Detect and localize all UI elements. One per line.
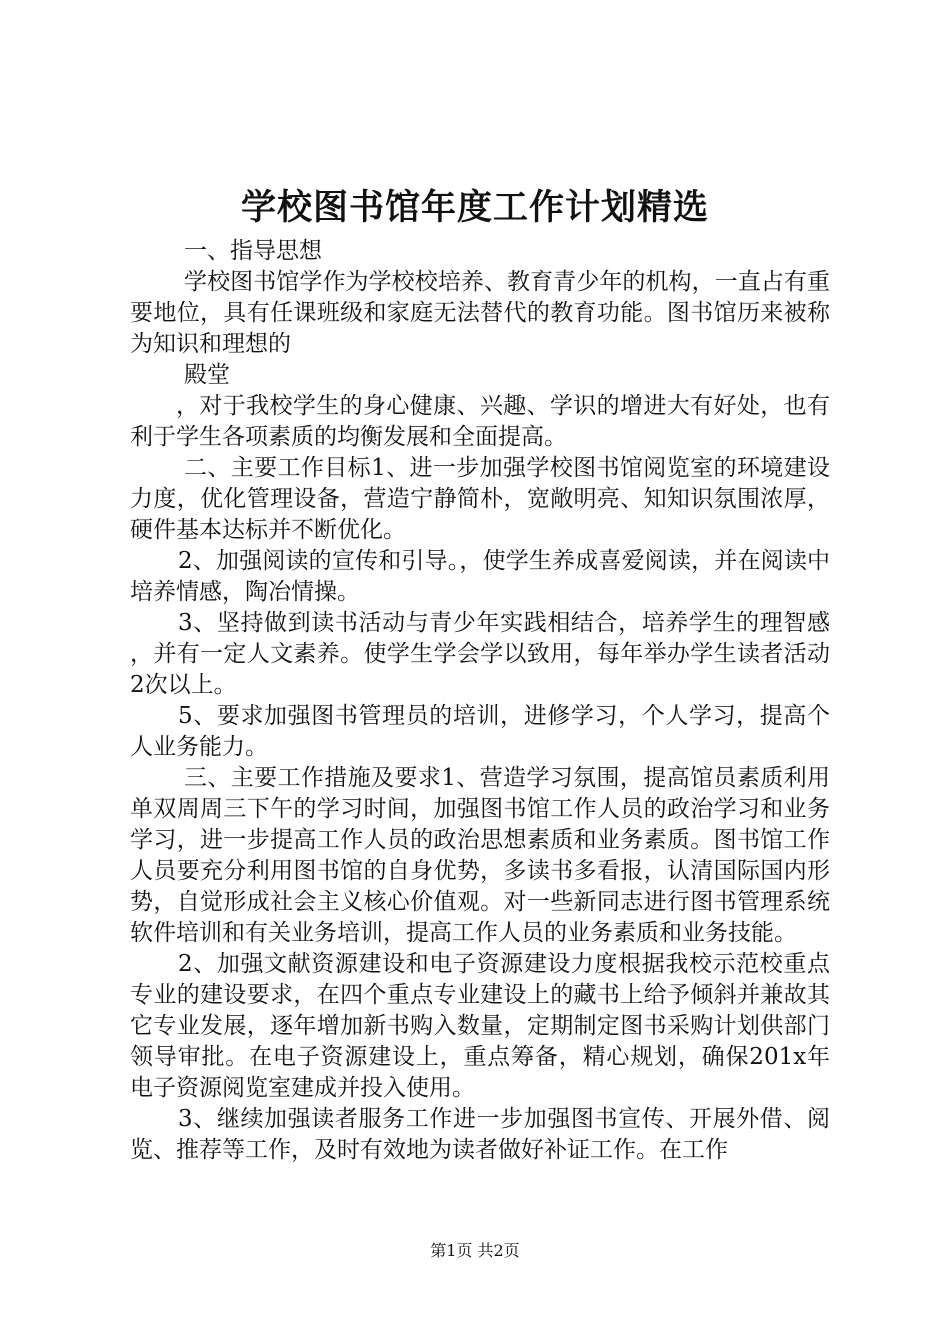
paragraph-library-role: 学校图书馆学作为学校校培养、教育青少年的机构，一直占有重要地位，具有任课班级和家庭无法替代的教育功能。图书馆历来被称为知识和理想的	[130, 269, 830, 357]
page-footer: 第1页 共2页	[430, 1241, 520, 1260]
paragraph-reading-promotion: 2、加强阅读的宣传和引导。，使学生养成喜爱阅读，并在阅读中培养情感，陶冶情操。	[130, 548, 830, 605]
paragraph-work-measures: 三、主要工作措施及要求1、营造学习氛围，提高馆员素质利用单双周周三下午的学习时间，加强图书馆工作人员的政治学习和业务学习，进一步提高工作人员的政治思想素质和业务素质。图书馆工作人员要充分利用图书馆的自身优势，多读书多看报，认清国际国内形势，自觉形成社会主义核心价值观。对一些新同志进行图书管理系统软件培训和有关业务培训，提高工作人员的业务素质和业务技能。	[130, 765, 830, 946]
document-title: 学校图书馆年度工作计划精选	[240, 187, 709, 228]
paragraph-resource-building: 2、加强文献资源建设和电子资源建设力度根据我校示范校重点专业的建设要求，在四个重点专业建设上的藏书上给予倾斜并兼故其它专业发展，逐年增加新书购入数量，定期制定图书采购计划供部门领导审批。在电子资源建设上，重点筹备，精心规划，确保201x年电子资源阅览室建成并投入使用。	[130, 951, 830, 1101]
document-body	[130, 236, 830, 1166]
paragraph-guiding-ideology-heading: 一、指导思想	[184, 238, 322, 264]
paragraph-librarian-training: 5、要求加强图书管理员的培训，进修学习，个人学习，提高个人业务能力。	[130, 703, 830, 760]
paragraph-work-goals: 二、主要工作目标1、进一步加强学校图书馆阅览室的环境建设力度，优化管理设备，营造宁静简朴，宽敞明亮、知知识氛围浓厚，硬件基本达标并不断优化。	[130, 455, 830, 543]
paragraph-reading-activities: 3、坚持做到读书活动与青少年实践相结合，培养学生的理智感，并有一定人文素养。使学生学会学以致用，每年举办学生读者活动2次以上。	[130, 610, 830, 698]
paragraph-student-benefits: ，对于我校学生的身心健康、兴趣、学识的增进大有好处，也有利于学生各项素质的均衡发展和全面提高。	[130, 393, 830, 450]
paragraph-palace: 殿堂	[184, 362, 230, 388]
paragraph-reader-services: 3、继续加强读者服务工作进一步加强图书宣传、开展外借、阅览、推荐等工作，及时有效地为读者做好补证工作。在工作	[130, 1106, 830, 1163]
